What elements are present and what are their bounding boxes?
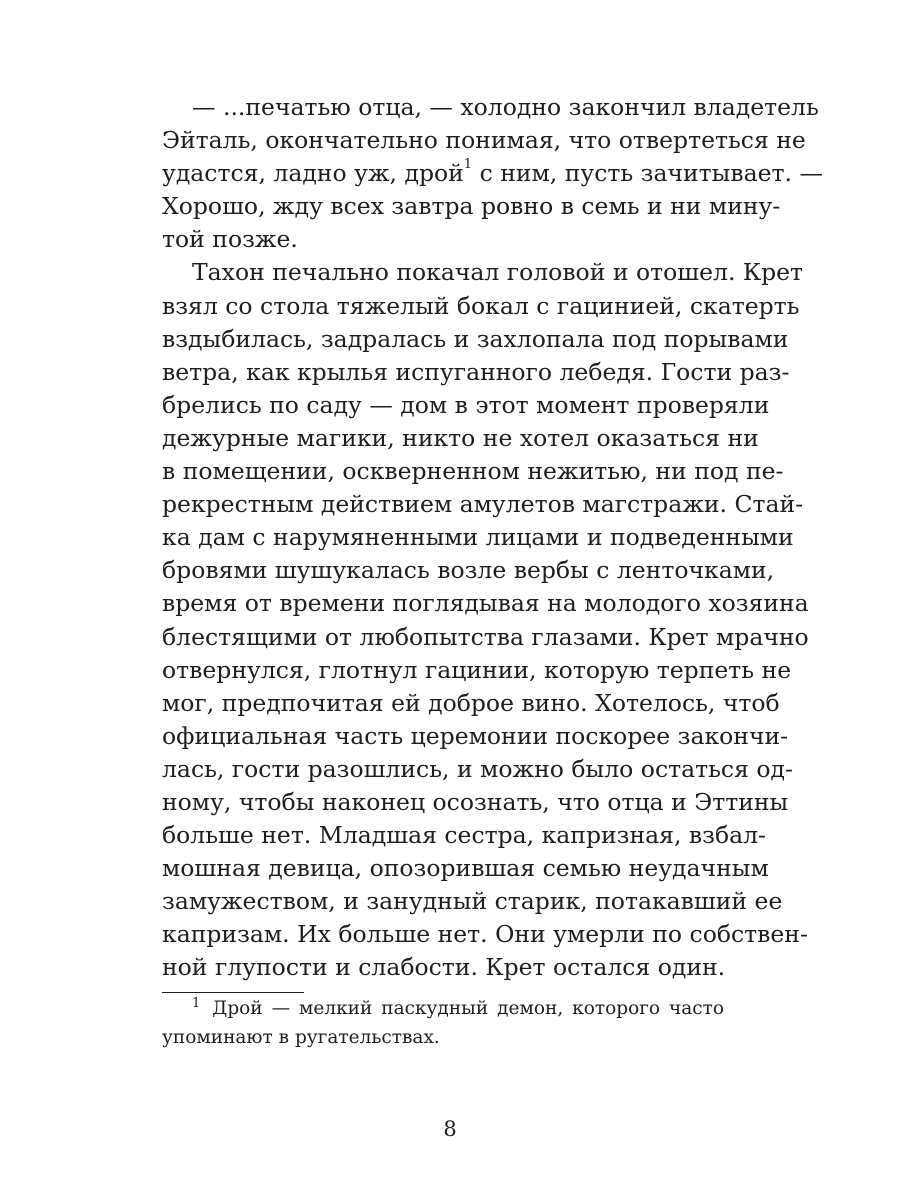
text-line: время от времени поглядывая на молодого хозяина [162, 589, 809, 618]
text-line: мог, предпочитая ей доброе вино. Хотелось, чтоб [162, 688, 780, 717]
text-line: рекрестным действием амулетов магстражи. Стай- [162, 490, 804, 519]
text-line: брелись по саду — дом в этот момент проверяли [162, 390, 770, 419]
text-line: ному, чтобы наконец осознать, что отца и Эттины [162, 787, 789, 816]
footnote-divider [162, 992, 304, 993]
footnote-line [162, 994, 724, 1023]
text-line [162, 157, 823, 190]
text-line: Тахон печально покачал головой и отошел. Крет [192, 258, 804, 287]
text-line: в помещении, оскверненном нежитью, ни под пе- [162, 457, 784, 486]
text-line: взял со стола тяжелый бокал с гацинией, скатерть [162, 291, 800, 320]
text-segment: удастся, ладно уж, дрой [162, 159, 464, 188]
text-line: блестящими от любопытства глазами. Крет мрачно [162, 622, 809, 651]
text-line: Хорошо, жду всех завтра ровно в семь и ни мину- [162, 192, 781, 221]
page-number: 8 [443, 1117, 457, 1141]
text-line: вздыбилась, задралась и захлопала под порывами [162, 324, 789, 353]
text-line: дежурные магики, никто не хотел оказаться ни [162, 423, 759, 452]
text-line: официальная часть церемонии поскорее закончи- [162, 721, 789, 750]
footnote-text: Дрой — мелкий паскудный демон, которого часто [212, 998, 724, 1019]
footnote-marker: 1 [192, 996, 201, 1011]
text-line: ной глупости и слабости. Крет остался один. [162, 953, 726, 982]
text-line: той позже. [162, 225, 298, 254]
text-line: бровями шушукалась возле вербы с ленточками, [162, 556, 775, 585]
footnote [162, 994, 724, 1052]
text-line: мошная девица, опозорившая семью неудачным [162, 854, 769, 883]
text-line: замужеством, и занудный старик, потакавший ее [162, 887, 783, 916]
text-line: — ...печатью отца, — холодно закончил владетель [192, 93, 819, 121]
text-line: ветра, как крылья испуганного лебедя. Гости раз- [162, 357, 790, 386]
text-line: Эйталь, окончательно понимая, что отвертеться не [162, 126, 806, 155]
text-line: отвернулся, глотнул гацинии, которую терпеть не [162, 655, 792, 684]
text-line: лась, гости разошлись, и можно было остаться од- [162, 754, 793, 783]
text-line: капризам. Их больше нет. Они умерли по собствен- [162, 920, 808, 949]
text-line: больше нет. Младшая сестра, капризная, взбал- [162, 821, 767, 850]
main-text [162, 91, 823, 985]
text-segment: с ним, пусть зачитывает. — [479, 159, 823, 188]
footnote-line: упоминают в ругательствах. [162, 1027, 440, 1048]
footnote-reference: 1 [463, 157, 473, 173]
text-line: ка дам с нарумяненными лицами и подведенными [162, 523, 794, 552]
